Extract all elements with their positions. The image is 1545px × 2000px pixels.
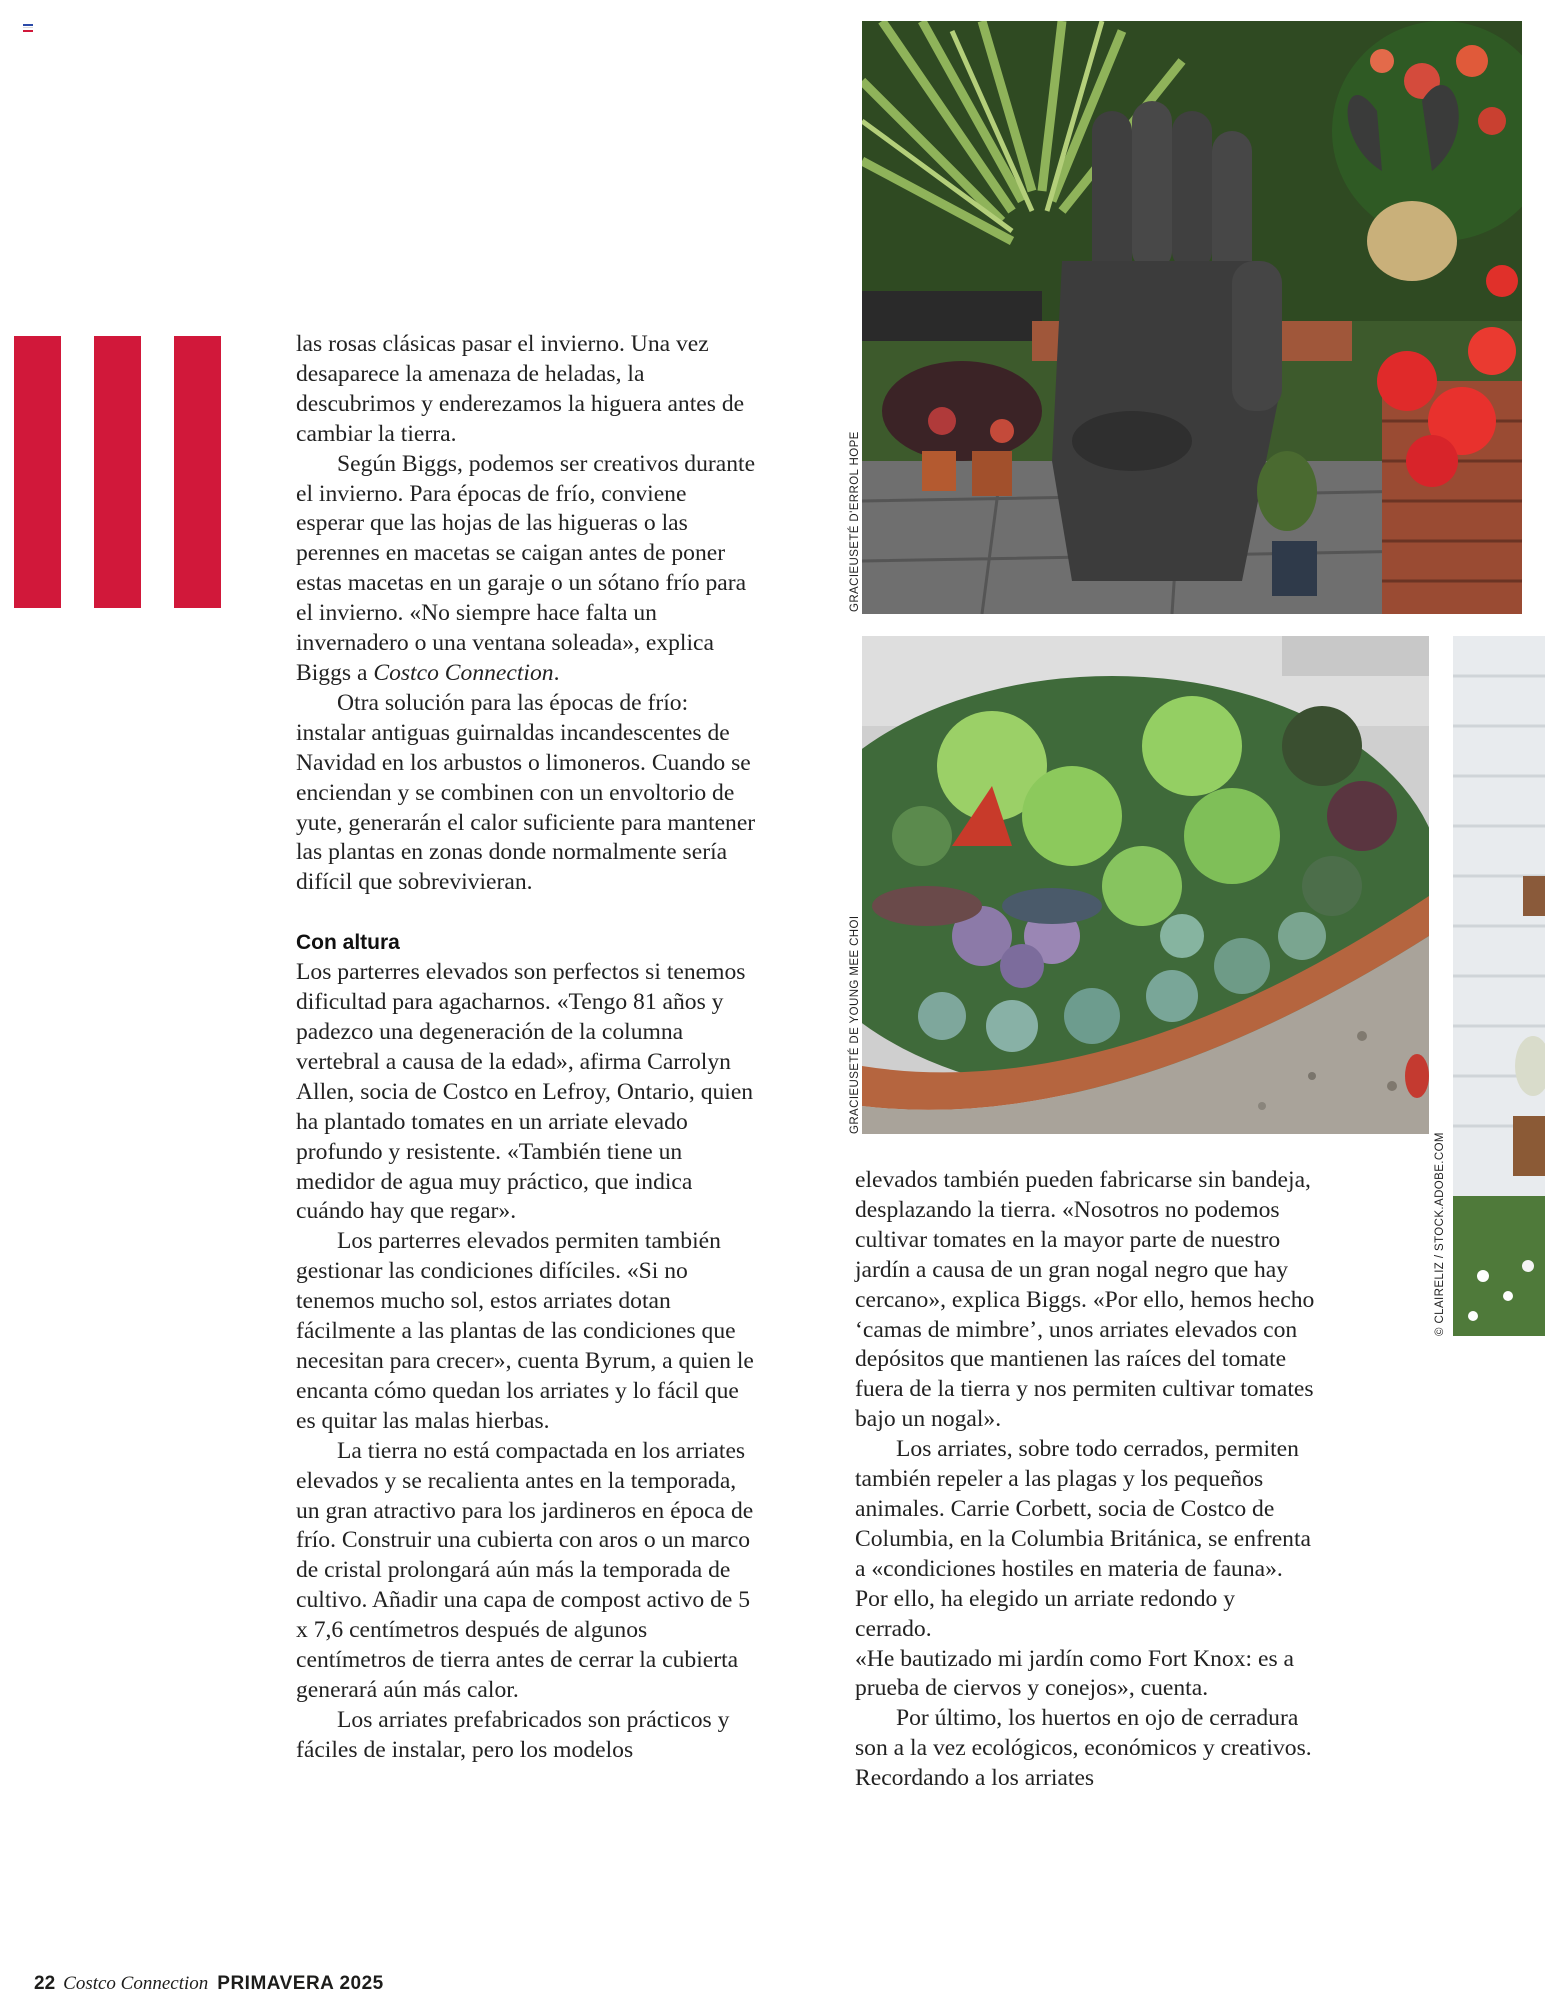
red-bar xyxy=(14,336,61,608)
paragraph: Los parterres elevados permiten también gestionar las condiciones difíciles. «Si no tenemos mucho sol, estos arriates dotan fácilmente a las plantas de las condiciones que necesitan para crecer», cuenta Byrum, a quien le encanta cómo quedan los arriates y lo fácil que es quitar las malas hierbas. xyxy=(296,1228,754,1434)
paragraph: La tierra no está compactada en los arriates elevados y se recalienta antes en la temporada, un gran atractivo para los jardineros en época de frío. Construir una cubierta con aros o un marco de cristal prolongará aún más la temporada de cultivo. Añadir una capa de compost activo de 5 x 7,6 centímetros después de algunos centímetros de tierra antes de cerrar la cubierta generará aún más calor. xyxy=(296,1437,754,1703)
decorative-red-bars xyxy=(14,336,222,608)
photo-credit: GRACIEUSETÉ D'ERROL HOPE xyxy=(849,431,861,612)
paragraph: Los arriates, sobre todo cerrados, permiten también repeler a las plagas y los pequeños animales. Carrie Corbett, socia de Costco de Columbia, en la Columbia Británica, se enfrenta a «condiciones hostiles en materia de fauna». Por ello, ha elegido un arriate redondo y cerrado. xyxy=(855,1436,1312,1642)
photo-succulent-bed xyxy=(862,636,1429,1134)
paragraph: Los parterres elevados son perfectos si tenemos dificultad para agacharnos. «Tengo 81 años y padezco una degeneración de la columna vertebral a causa de la edad», afirma Carrolyn Allen, socia de Costco en Lefroy, Ontario, quien ha plantado tomates en un arriate elevado profundo y resistente. «También tiene un medidor de agua muy práctico, que indica cuándo hay que regar». xyxy=(296,959,754,1225)
photo-credit: GRACIEUSETÉ DE YOUNG MEE CHOI xyxy=(849,915,861,1134)
red-bar xyxy=(94,336,141,608)
issue-season: PRIMAVERA 2025 xyxy=(217,1973,384,1994)
paragraph: elevados también pueden fabricarse sin bandeja, desplazando la tierra. «Nosotros no podemos cultivar tomates en la mayor parte de nuestro jardín a causa de un gran nogal negro que hay cercano», explica Biggs. «Por ello, hemos hecho ‘camas de mimbre’, unos arriates elevados con depósitos que mantienen las raíces del tomate fuera de la tierra y nos permiten cultivar tomates bajo un nogal». xyxy=(855,1167,1315,1433)
article-column-right xyxy=(855,1166,1315,1794)
paragraph: Los arriates prefabricados son prácticos y fáciles de instalar, pero los modelos xyxy=(296,1706,730,1763)
paragraph: Por último, los huertos en ojo de cerradura son a la vez ecológicos, económicos y creativos. Recordando a los arriates xyxy=(855,1705,1312,1792)
page-footer xyxy=(34,1972,384,1995)
magazine-title: Costco Connection xyxy=(63,1973,209,1994)
section-heading: Con altura xyxy=(296,931,400,955)
photo-hand-chair-garden xyxy=(862,21,1522,614)
photo-cropped-edge xyxy=(1453,636,1545,1336)
magazine-name: Costco Connection xyxy=(373,659,554,686)
paragraph: Según Biggs, podemos ser creativos durante el invierno. Para épocas de frío, conviene esperar que las hojas de las higueras o las perennes en macetas se caigan antes de poner estas macetas en un garaje o un sótano frío para el invierno. «No siempre hace falta un invernadero o una ventana soleada», explica Biggs a Costco Connection. xyxy=(296,450,756,686)
paragraph: Otra solución para las épocas de frío: instalar antiguas guirnaldas incandescentes de Navidad en los arbustos o limoneros. Cuando se enciendan y se combinen con un envoltorio de yute, generarán el calor suficiente para mantener las plantas en zonas donde normalmente sería difícil que sobrevivieran. xyxy=(296,689,756,896)
paragraph: las rosas clásicas pasar el invierno. Una vez desaparece la amenaza de heladas, la descubrimos y enderezamos la higuera antes de cambiar la tierra. xyxy=(296,331,745,447)
paragraph: «He bautizado mi jardín como Fort Knox: es a prueba de ciervos y conejos», cuenta. xyxy=(855,1645,1295,1702)
photo-credit: © CLAIRELIZ / STOCK.ADOBE.COM xyxy=(1434,1132,1446,1336)
article-column-left xyxy=(296,330,756,1766)
flag-icon xyxy=(23,24,33,32)
page-number: 22 xyxy=(34,1973,56,1994)
red-bar xyxy=(174,336,221,608)
